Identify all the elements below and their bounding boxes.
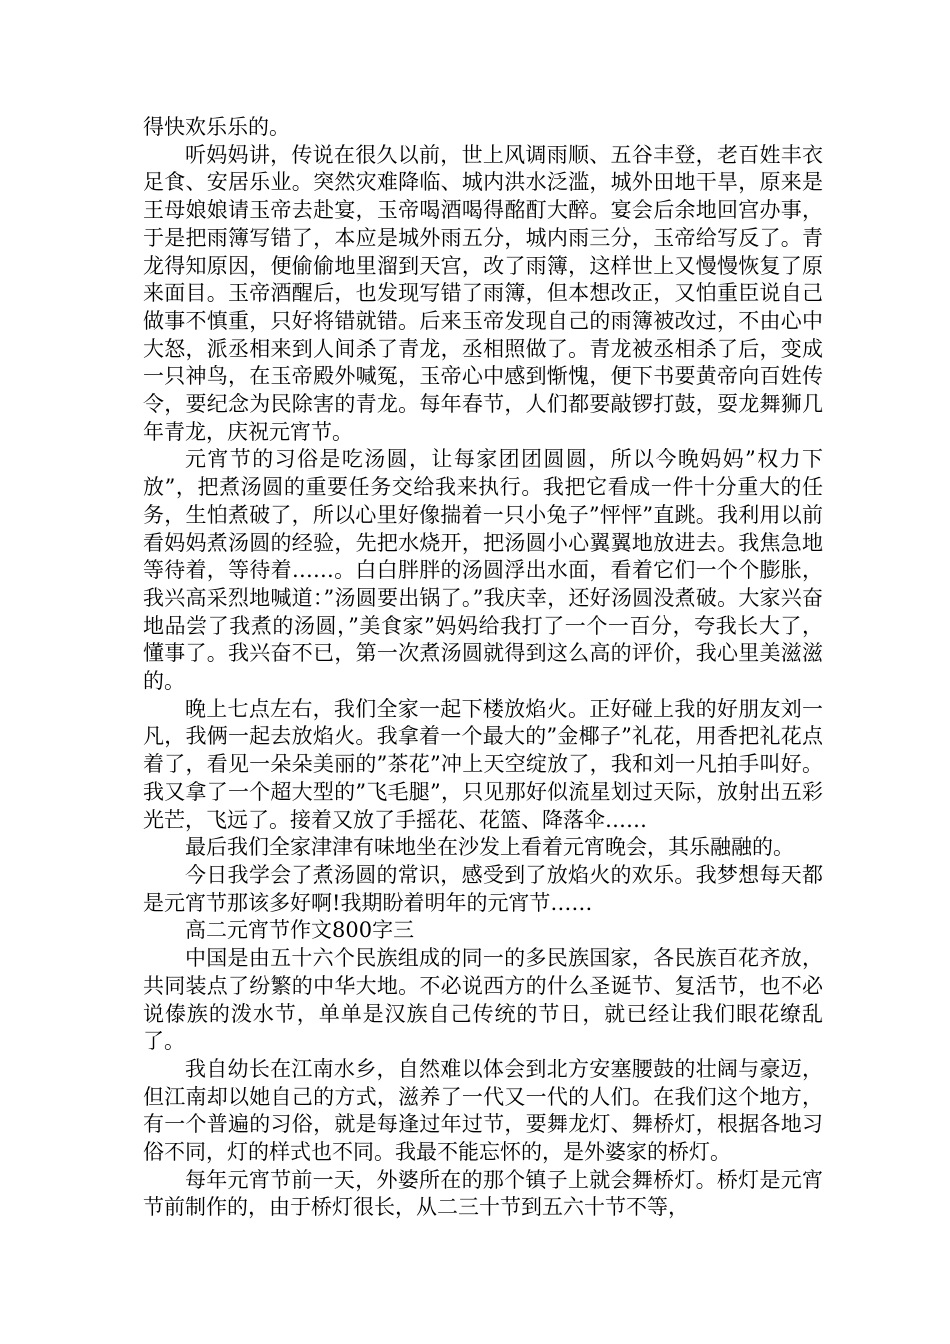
paragraph-jiangnan: 我自幼长在江南水乡，自然难以体会到北方安塞腰鼓的壮阔与豪迈，但江南却以她自己的方式，滋养了一代又一代的人们。在我们这个地方，有一个普遍的习俗，就是每逢过年过节，要舞龙灯、舞桥灯，根据各地习俗不同，灯的样式也不同。我最不能忘怀的，是外婆家的桥灯。 [143,1056,823,1165]
paragraph-legend: 听妈妈讲，传说在很久以前，世上风调雨顺、五谷丰登，老百姓丰衣足食、安居乐业。突然灾难降临、城内洪水泛滥，城外田地干旱，原来是王母娘娘请玉帝去赴宴，玉帝喝酒喝得酩酊大醉。宴会后余地回宫办事，于是把雨簿写错了，本应是城外雨五分，城内雨三分，玉帝给写反了。青龙得知原因，便偷偷地里溜到天宫，改了雨簿，这样世上又慢慢恢复了原来面目。玉帝酒醒后，也发现写错了雨簿，但本想改正，又怕重臣说自己做事不慎重，只好将错就错。后来玉帝发现自己的雨簿被改过，不由心中大怒，派丞相来到人间杀了青龙，丞相照做了。青龙被丞相杀了后，变成一只神鸟，在玉帝殿外喊冤，玉帝心中感到惭愧，便下书要黄帝向百姓传令，要纪念为民除害的青龙。每年春节，人们都要敲锣打鼓，耍龙舞狮几年青龙，庆祝元宵节。 [143,142,823,444]
paragraph-continuation: 得快欢乐乐的。 [143,115,290,139]
paragraph-gala: 最后我们全家津津有味地坐在沙发上看着元宵晚会，其乐融融的。 [185,835,794,860]
section-heading: 高二元宵节作文800字三 [185,918,415,943]
paragraph-tangyuan: 元宵节的习俗是吃汤圆，让每家团团圆圆，所以今晚妈妈”权力下放”，把煮汤圆的重要任务交给我来执行。我把它看成一件十分重大的任务，生怕煮破了，所以心里好像揣着一只小兔子”怦怦”直跳。我利用以前看妈妈煮汤圆的经验，先把水烧开，把汤圆小心翼翼地放进去。我焦急地等待着，等待着……。白白胖胖的汤圆浮出水面，看着它们一个个膨胀，我兴高采烈地喊道：”汤圆要出锅了。”我庆幸，还好汤圆没煮破。大家兴奋地品尝了我煮的汤圆，”美食家”妈妈给我打了一个一百分，夸我长大了，懂事了。我兴奋不已，第一次煮汤圆就得到这么高的评价，我心里美滋滋的。 [143,447,823,694]
paragraph-fireworks: 晚上七点左右，我们全家一起下楼放焰火。正好碰上我的好朋友刘一凡，我俩一起去放焰火。我拿着一个最大的”金椰子”礼花，用香把礼花点着了，看见一朵朵美丽的”茶花”冲上天空绽放了，我和刘一凡拍手叫好。我又拿了一个超大型的”飞毛腿”，只见那好似流星划过天际，放射出五彩光芒，飞远了。接着又放了手摇花、花篮、降落伞…… [143,696,823,832]
document-body [143,114,823,1222]
paragraph-nation: 中国是由五十六个民族组成的同一的多民族国家，各民族百花齐放，共同装点了纷繁的中华大地。不必说西方的什么圣诞节、复活节，也不必说傣族的泼水节，单单是汉族自己传统的节日，就已经让我们眼花缭乱了。 [143,946,823,1054]
paragraph-bridge-lantern: 每年元宵节前一天，外婆所在的那个镇子上就会舞桥灯。桥灯是元宵节前制作的，由于桥灯很长，从二三十节到五六十节不等， [143,1167,823,1220]
paragraph-reflection: 今日我学会了煮汤圆的常识，感受到了放焰火的欢乐。我梦想每天都是元宵节那该多好啊!我期盼着明年的元宵节…… [143,862,823,915]
